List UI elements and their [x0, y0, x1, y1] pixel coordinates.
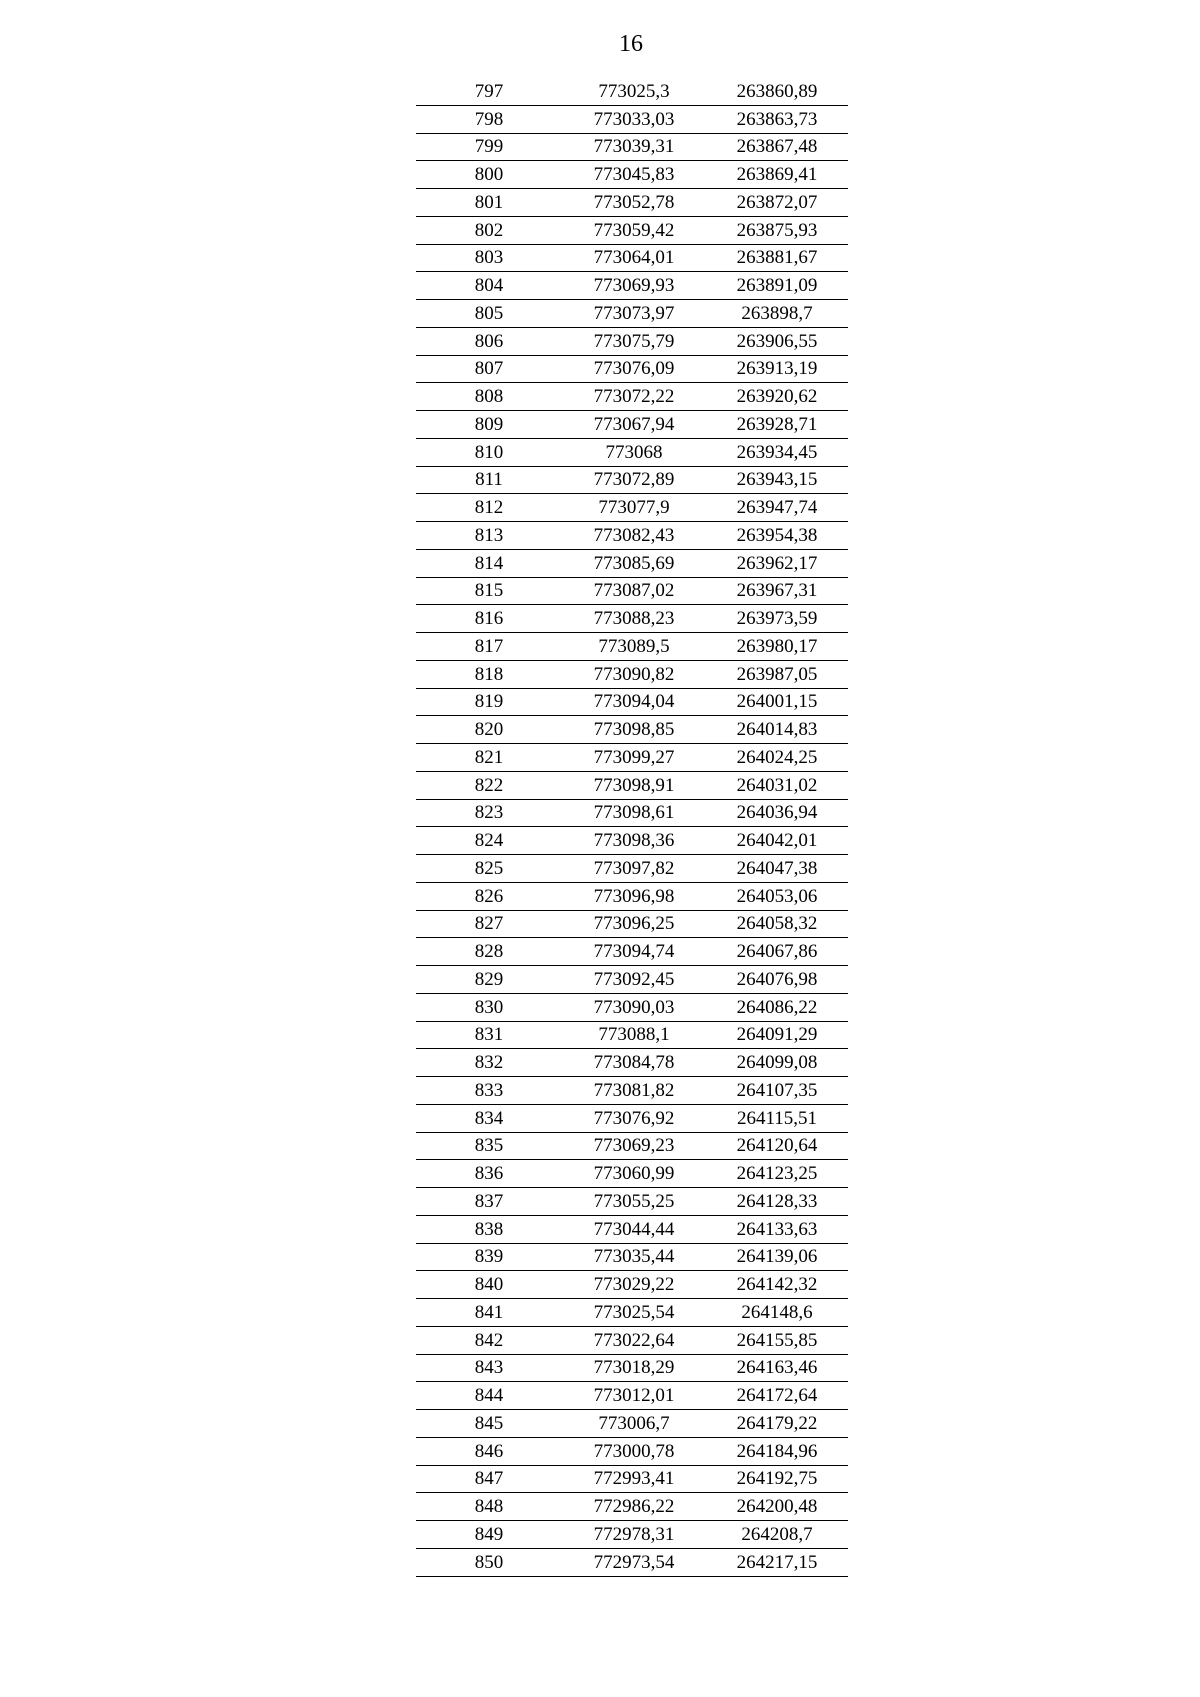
point-number-cell: 825 — [416, 855, 562, 883]
table-row — [416, 1215, 848, 1243]
x-coordinate-cell: 773044,44 — [562, 1215, 706, 1243]
table-row — [416, 1299, 848, 1327]
y-coordinate-cell: 263881,67 — [706, 244, 848, 272]
table-row — [416, 771, 848, 799]
table-row — [416, 1437, 848, 1465]
x-coordinate-cell: 773006,7 — [562, 1410, 706, 1438]
x-coordinate-cell: 773025,54 — [562, 1299, 706, 1327]
x-coordinate-cell: 773069,93 — [562, 272, 706, 300]
point-number-cell: 808 — [416, 383, 562, 411]
x-coordinate-cell: 773098,61 — [562, 799, 706, 827]
table-row — [416, 1243, 848, 1271]
y-coordinate-cell: 264208,7 — [706, 1521, 848, 1549]
point-number-cell: 832 — [416, 1049, 562, 1077]
y-coordinate-cell: 263869,41 — [706, 161, 848, 189]
point-number-cell: 801 — [416, 189, 562, 217]
y-coordinate-cell: 263962,17 — [706, 549, 848, 577]
y-coordinate-cell: 264031,02 — [706, 771, 848, 799]
table-row — [416, 161, 848, 189]
point-number-cell: 847 — [416, 1465, 562, 1493]
point-number-cell: 848 — [416, 1493, 562, 1521]
x-coordinate-cell: 773059,42 — [562, 216, 706, 244]
point-number-cell: 803 — [416, 244, 562, 272]
x-coordinate-cell: 773094,04 — [562, 688, 706, 716]
point-number-cell: 814 — [416, 549, 562, 577]
y-coordinate-cell: 264155,85 — [706, 1326, 848, 1354]
point-number-cell: 802 — [416, 216, 562, 244]
y-coordinate-cell: 263934,45 — [706, 438, 848, 466]
y-coordinate-cell: 263875,93 — [706, 216, 848, 244]
table-row — [416, 910, 848, 938]
x-coordinate-cell: 773052,78 — [562, 189, 706, 217]
table-row — [416, 1410, 848, 1438]
point-number-cell: 840 — [416, 1271, 562, 1299]
x-coordinate-cell: 773055,25 — [562, 1188, 706, 1216]
table-row — [416, 105, 848, 133]
table-row — [416, 1326, 848, 1354]
y-coordinate-cell: 263872,07 — [706, 189, 848, 217]
x-coordinate-cell: 773097,82 — [562, 855, 706, 883]
x-coordinate-cell: 773072,89 — [562, 466, 706, 494]
x-coordinate-cell: 773067,94 — [562, 411, 706, 439]
table-row — [416, 549, 848, 577]
table-row — [416, 1493, 848, 1521]
x-coordinate-cell: 773029,22 — [562, 1271, 706, 1299]
x-coordinate-cell: 773098,36 — [562, 827, 706, 855]
point-number-cell: 816 — [416, 605, 562, 633]
table-row — [416, 216, 848, 244]
y-coordinate-cell: 264076,98 — [706, 966, 848, 994]
x-coordinate-cell: 773012,01 — [562, 1382, 706, 1410]
y-coordinate-cell: 264128,33 — [706, 1188, 848, 1216]
x-coordinate-cell: 773033,03 — [562, 105, 706, 133]
table-row — [416, 383, 848, 411]
coordinates-table-body — [416, 78, 848, 1576]
table-row — [416, 716, 848, 744]
table-row — [416, 605, 848, 633]
x-coordinate-cell: 773089,5 — [562, 633, 706, 661]
x-coordinate-cell: 773076,92 — [562, 1104, 706, 1132]
y-coordinate-cell: 263980,17 — [706, 633, 848, 661]
point-number-cell: 841 — [416, 1299, 562, 1327]
x-coordinate-cell: 773073,97 — [562, 300, 706, 328]
y-coordinate-cell: 264047,38 — [706, 855, 848, 883]
point-number-cell: 827 — [416, 910, 562, 938]
table-row — [416, 438, 848, 466]
point-number-cell: 815 — [416, 577, 562, 605]
table-row — [416, 827, 848, 855]
y-coordinate-cell: 264014,83 — [706, 716, 848, 744]
y-coordinate-cell: 263987,05 — [706, 660, 848, 688]
y-coordinate-cell: 264200,48 — [706, 1493, 848, 1521]
y-coordinate-cell: 264042,01 — [706, 827, 848, 855]
point-number-cell: 835 — [416, 1132, 562, 1160]
y-coordinate-cell: 264123,25 — [706, 1160, 848, 1188]
x-coordinate-cell: 773090,03 — [562, 993, 706, 1021]
table-row — [416, 1132, 848, 1160]
point-number-cell: 844 — [416, 1382, 562, 1410]
point-number-cell: 810 — [416, 438, 562, 466]
point-number-cell: 839 — [416, 1243, 562, 1271]
table-row — [416, 882, 848, 910]
y-coordinate-cell: 263943,15 — [706, 466, 848, 494]
y-coordinate-cell: 263913,19 — [706, 355, 848, 383]
y-coordinate-cell: 263906,55 — [706, 327, 848, 355]
y-coordinate-cell: 264120,64 — [706, 1132, 848, 1160]
x-coordinate-cell: 773088,23 — [562, 605, 706, 633]
x-coordinate-cell: 773098,85 — [562, 716, 706, 744]
table-row — [416, 1077, 848, 1105]
point-number-cell: 849 — [416, 1521, 562, 1549]
y-coordinate-cell: 263967,31 — [706, 577, 848, 605]
x-coordinate-cell: 773099,27 — [562, 744, 706, 772]
x-coordinate-cell: 773081,82 — [562, 1077, 706, 1105]
x-coordinate-cell: 773035,44 — [562, 1243, 706, 1271]
y-coordinate-cell: 263891,09 — [706, 272, 848, 300]
table-row — [416, 1465, 848, 1493]
x-coordinate-cell: 772993,41 — [562, 1465, 706, 1493]
table-row — [416, 300, 848, 328]
x-coordinate-cell: 773096,25 — [562, 910, 706, 938]
table-row — [416, 1354, 848, 1382]
x-coordinate-cell: 773039,31 — [562, 133, 706, 161]
table-row — [416, 633, 848, 661]
table-row — [416, 1049, 848, 1077]
table-row — [416, 355, 848, 383]
table-row — [416, 133, 848, 161]
table-row — [416, 494, 848, 522]
x-coordinate-cell: 773068 — [562, 438, 706, 466]
y-coordinate-cell: 264115,51 — [706, 1104, 848, 1132]
y-coordinate-cell: 264217,15 — [706, 1548, 848, 1576]
point-number-cell: 817 — [416, 633, 562, 661]
table-row — [416, 993, 848, 1021]
point-number-cell: 843 — [416, 1354, 562, 1382]
x-coordinate-cell: 773072,22 — [562, 383, 706, 411]
point-number-cell: 819 — [416, 688, 562, 716]
y-coordinate-cell: 264067,86 — [706, 938, 848, 966]
point-number-cell: 845 — [416, 1410, 562, 1438]
point-number-cell: 822 — [416, 771, 562, 799]
point-number-cell: 836 — [416, 1160, 562, 1188]
y-coordinate-cell: 264107,35 — [706, 1077, 848, 1105]
x-coordinate-cell: 772973,54 — [562, 1548, 706, 1576]
table-row — [416, 744, 848, 772]
table-row — [416, 1160, 848, 1188]
point-number-cell: 821 — [416, 744, 562, 772]
y-coordinate-cell: 263928,71 — [706, 411, 848, 439]
y-coordinate-cell: 264001,15 — [706, 688, 848, 716]
point-number-cell: 826 — [416, 882, 562, 910]
y-coordinate-cell: 264091,29 — [706, 1021, 848, 1049]
x-coordinate-cell: 773098,91 — [562, 771, 706, 799]
y-coordinate-cell: 263920,62 — [706, 383, 848, 411]
x-coordinate-cell: 773075,79 — [562, 327, 706, 355]
y-coordinate-cell: 263863,73 — [706, 105, 848, 133]
x-coordinate-cell: 773087,02 — [562, 577, 706, 605]
table-row — [416, 1021, 848, 1049]
y-coordinate-cell: 264142,32 — [706, 1271, 848, 1299]
y-coordinate-cell: 264172,64 — [706, 1382, 848, 1410]
y-coordinate-cell: 264058,32 — [706, 910, 848, 938]
x-coordinate-cell: 773076,09 — [562, 355, 706, 383]
point-number-cell: 797 — [416, 78, 562, 105]
x-coordinate-cell: 773085,69 — [562, 549, 706, 577]
point-number-cell: 811 — [416, 466, 562, 494]
point-number-cell: 837 — [416, 1188, 562, 1216]
table-row — [416, 1104, 848, 1132]
table-row — [416, 327, 848, 355]
point-number-cell: 833 — [416, 1077, 562, 1105]
coordinates-table — [416, 78, 848, 1577]
x-coordinate-cell: 773084,78 — [562, 1049, 706, 1077]
point-number-cell: 807 — [416, 355, 562, 383]
x-coordinate-cell: 773077,9 — [562, 494, 706, 522]
point-number-cell: 809 — [416, 411, 562, 439]
point-number-cell: 823 — [416, 799, 562, 827]
y-coordinate-cell: 263898,7 — [706, 300, 848, 328]
point-number-cell: 800 — [416, 161, 562, 189]
table-row — [416, 799, 848, 827]
point-number-cell: 804 — [416, 272, 562, 300]
table-row — [416, 244, 848, 272]
x-coordinate-cell: 773064,01 — [562, 244, 706, 272]
table-row — [416, 660, 848, 688]
point-number-cell: 820 — [416, 716, 562, 744]
y-coordinate-cell: 264053,06 — [706, 882, 848, 910]
y-coordinate-cell: 264192,75 — [706, 1465, 848, 1493]
table-row — [416, 466, 848, 494]
y-coordinate-cell: 263867,48 — [706, 133, 848, 161]
x-coordinate-cell: 773000,78 — [562, 1437, 706, 1465]
point-number-cell: 838 — [416, 1215, 562, 1243]
y-coordinate-cell: 264133,63 — [706, 1215, 848, 1243]
table-row — [416, 189, 848, 217]
table-row — [416, 855, 848, 883]
y-coordinate-cell: 263947,74 — [706, 494, 848, 522]
point-number-cell: 828 — [416, 938, 562, 966]
point-number-cell: 850 — [416, 1548, 562, 1576]
y-coordinate-cell: 264099,08 — [706, 1049, 848, 1077]
point-number-cell: 830 — [416, 993, 562, 1021]
point-number-cell: 818 — [416, 660, 562, 688]
table-row — [416, 1188, 848, 1216]
y-coordinate-cell: 264179,22 — [706, 1410, 848, 1438]
x-coordinate-cell: 773022,64 — [562, 1326, 706, 1354]
point-number-cell: 831 — [416, 1021, 562, 1049]
x-coordinate-cell: 773088,1 — [562, 1021, 706, 1049]
x-coordinate-cell: 773094,74 — [562, 938, 706, 966]
x-coordinate-cell: 773096,98 — [562, 882, 706, 910]
x-coordinate-cell: 773092,45 — [562, 966, 706, 994]
table-row — [416, 688, 848, 716]
page-number: 16 — [619, 31, 643, 57]
y-coordinate-cell: 264024,25 — [706, 744, 848, 772]
point-number-cell: 806 — [416, 327, 562, 355]
table-row — [416, 938, 848, 966]
table-row — [416, 1382, 848, 1410]
point-number-cell: 813 — [416, 522, 562, 550]
point-number-cell: 829 — [416, 966, 562, 994]
y-coordinate-cell: 263954,38 — [706, 522, 848, 550]
table-row — [416, 966, 848, 994]
y-coordinate-cell: 264086,22 — [706, 993, 848, 1021]
table-row — [416, 1271, 848, 1299]
table-row — [416, 522, 848, 550]
table-row — [416, 1548, 848, 1576]
y-coordinate-cell: 264036,94 — [706, 799, 848, 827]
x-coordinate-cell: 773060,99 — [562, 1160, 706, 1188]
table-row — [416, 1521, 848, 1549]
y-coordinate-cell: 264184,96 — [706, 1437, 848, 1465]
table-row — [416, 78, 848, 105]
point-number-cell: 798 — [416, 105, 562, 133]
y-coordinate-cell: 264148,6 — [706, 1299, 848, 1327]
x-coordinate-cell: 773025,3 — [562, 78, 706, 105]
point-number-cell: 799 — [416, 133, 562, 161]
x-coordinate-cell: 773069,23 — [562, 1132, 706, 1160]
x-coordinate-cell: 773082,43 — [562, 522, 706, 550]
y-coordinate-cell: 264139,06 — [706, 1243, 848, 1271]
table-row — [416, 272, 848, 300]
point-number-cell: 842 — [416, 1326, 562, 1354]
y-coordinate-cell: 263973,59 — [706, 605, 848, 633]
point-number-cell: 846 — [416, 1437, 562, 1465]
x-coordinate-cell: 772978,31 — [562, 1521, 706, 1549]
y-coordinate-cell: 264163,46 — [706, 1354, 848, 1382]
point-number-cell: 805 — [416, 300, 562, 328]
y-coordinate-cell: 263860,89 — [706, 78, 848, 105]
x-coordinate-cell: 772986,22 — [562, 1493, 706, 1521]
x-coordinate-cell: 773090,82 — [562, 660, 706, 688]
x-coordinate-cell: 773045,83 — [562, 161, 706, 189]
point-number-cell: 824 — [416, 827, 562, 855]
table-row — [416, 577, 848, 605]
point-number-cell: 812 — [416, 494, 562, 522]
table-row — [416, 411, 848, 439]
point-number-cell: 834 — [416, 1104, 562, 1132]
x-coordinate-cell: 773018,29 — [562, 1354, 706, 1382]
